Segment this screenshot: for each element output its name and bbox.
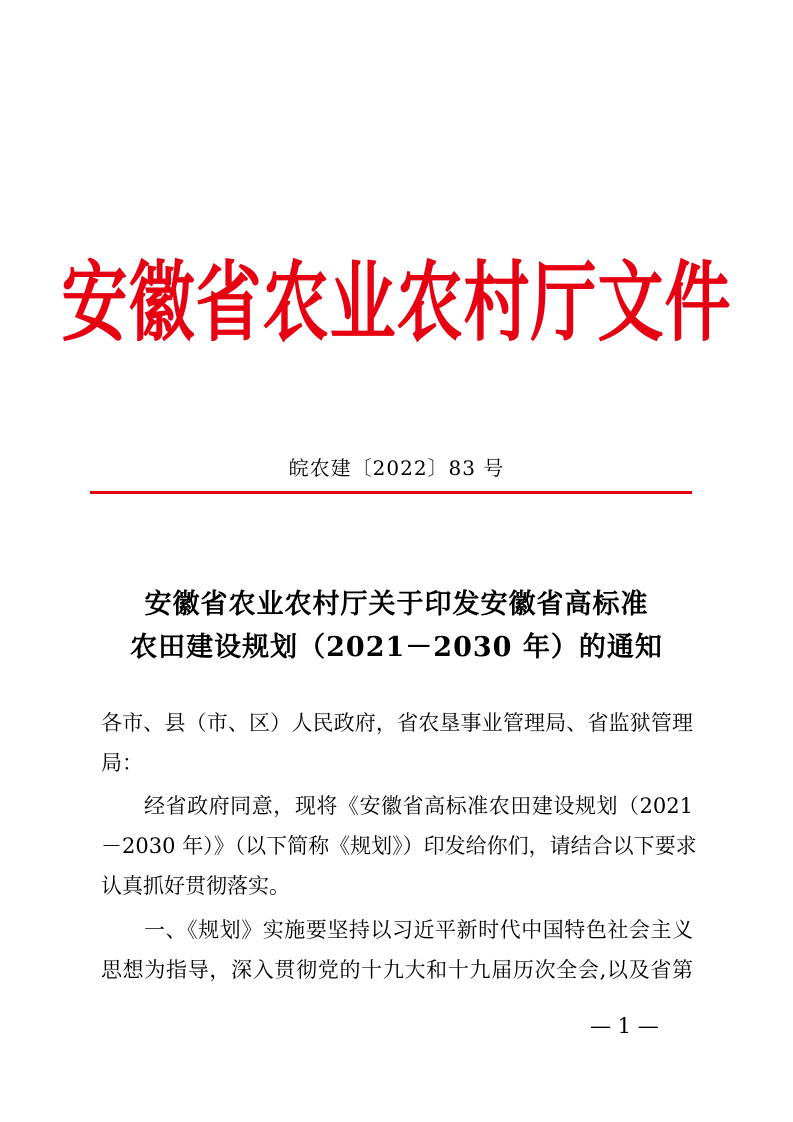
page-number: — 1 —: [590, 1014, 659, 1038]
paragraph-2-line-2: 思想为指导，深入贯彻党的十九大和十九届历次全会,以及省第: [101, 958, 693, 982]
addressee-line-1: 各市、县（市、区）人民政府，省农垦事业管理局、省监狱管理: [101, 711, 693, 735]
paragraph-1-line-3: 认真抓好贯彻落实。: [101, 874, 290, 898]
red-divider-line: [90, 491, 692, 494]
paragraph-1-line-2: －2030 年）》（以下简称《规划》）印发给你们，请结合以下要求: [101, 834, 697, 858]
paragraph-2-line-1: 一、《规划》实施要坚持以习近平新时代中国特色社会主义: [144, 918, 693, 942]
paragraph-1-line-1: 经省政府同意，现将《安徽省高标准农田建设规划（2021: [144, 794, 693, 818]
notice-title-line-1: 安徽省农业农村厅关于印发安徽省高标准: [144, 589, 649, 620]
addressee-line-2: 局：: [101, 751, 143, 775]
document-masthead: 安徽省农业农村厅文件: [61, 252, 732, 354]
notice-title-line-2: 农田建设规划（2021－2030 年）的通知: [130, 632, 663, 663]
document-number: 皖农建〔2022〕83 号: [288, 456, 505, 480]
